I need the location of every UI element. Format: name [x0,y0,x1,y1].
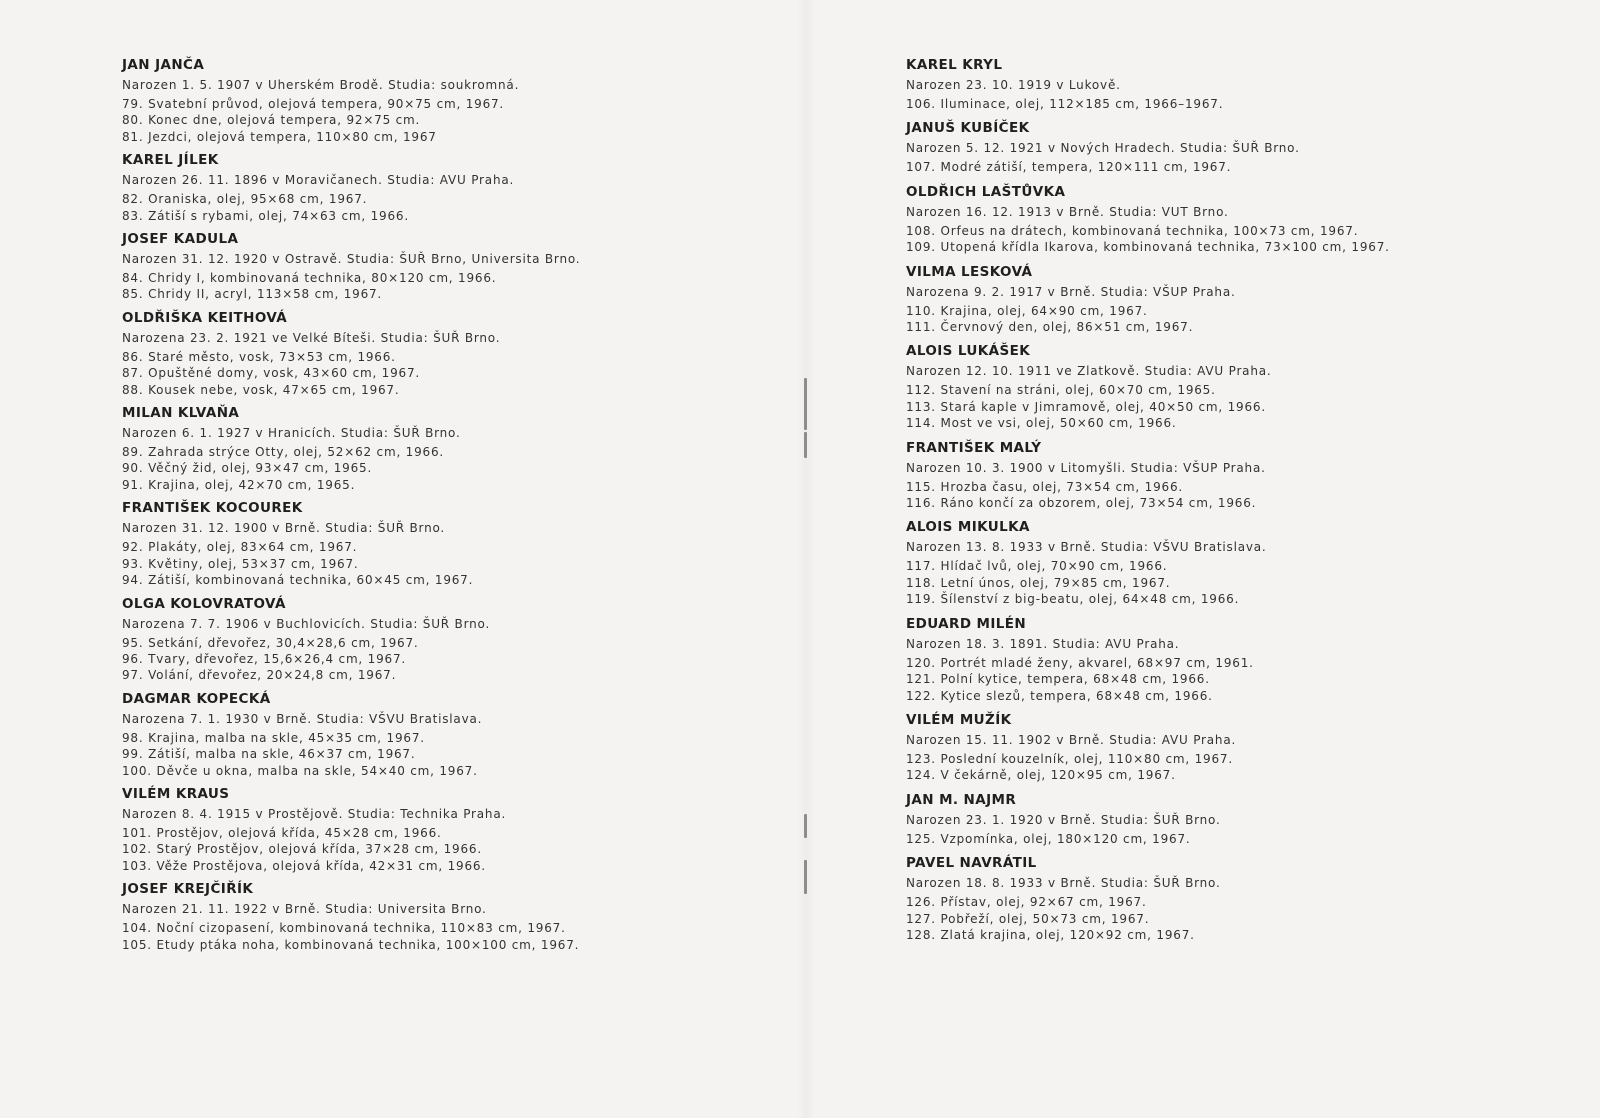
artist-name: JOSEF KREJČIŘÍK [122,881,254,898]
works-list [906,831,1566,847]
works-list [906,223,1566,256]
artwork-item: 85. Chridy II, acryl, 113×58 cm, 1967. [122,287,383,302]
works-list [906,894,1566,943]
artist-bio: Narozen 23. 10. 1919 v Lukově. [906,78,1121,92]
artwork-item: 83. Zátiší s rybami, olej, 74×63 cm, 1966. [122,208,409,223]
artwork-item: 117. Hlídač lvů, olej, 70×90 cm, 1966. [906,559,1168,574]
staple-mark [804,814,807,838]
artist-bio: Narozen 26. 11. 1896 v Moravičanech. Studia: AVU Praha. [122,173,515,188]
left-page [122,56,772,1078]
artwork-item: 118. Letní únos, olej, 79×85 cm, 1967. [906,575,1171,590]
book-gutter [797,0,815,1118]
artist-entry [906,56,1566,112]
artist-bio: Narozen 13. 8. 1933 v Brně. Studia: VŠVU Bratislava. [906,540,1267,555]
artist-bio: Narozena 7. 7. 1906 v Buchlovicích. Studia: ŠUŘ Brno. [122,616,491,631]
staple-mark [804,432,807,458]
artwork-item: 128. Zlatá krajina, olej, 120×92 cm, 1967. [906,927,1195,942]
staple-mark [804,378,807,430]
artwork-item: 100. Děvče u okna, malba na skle, 54×40 cm, 1967. [122,763,478,778]
works-list [122,349,772,398]
right-page [906,56,1566,1078]
artwork-item: 101. Prostějov, olejová křída, 45×28 cm, 1966. [122,825,442,840]
works-list [122,191,772,224]
works-list [122,635,772,684]
artist-name: VILÉM MUŽÍK [906,711,1012,728]
artwork-item: 89. Zahrada strýce Otty, olej, 52×62 cm, 1966. [122,445,445,460]
artist-name: ALOIS MIKULKA [906,519,1030,536]
artwork-item: 113. Stará kaple v Jimramově, olej, 40×50 cm, 1966. [906,399,1266,414]
artist-name: MILAN KLVAŇA [122,405,240,422]
artist-name: JANUŠ KUBÍČEK [906,120,1030,137]
artwork-item: 90. Věčný žid, olej, 93×47 cm, 1965. [122,461,373,476]
artist-name: OLGA KOLOVRATOVÁ [122,595,286,612]
works-list [122,920,772,953]
works-list [122,444,772,493]
artist-bio: Narozen 21. 11. 1922 v Brně. Studia: Universita Brno. [122,902,487,917]
works-list [906,751,1566,784]
artwork-item: 116. Ráno končí za obzorem, olej, 73×54 cm, 1966. [906,496,1257,511]
artist-entry [906,518,1566,607]
artwork-item: 111. Červnový den, olej, 86×51 cm, 1967. [906,320,1194,335]
artist-name: JOSEF KADULA [122,231,239,248]
artwork-item: 91. Krajina, olej, 42×70 cm, 1965. [122,477,356,492]
artist-entry [906,615,1566,704]
artist-bio: Narozena 9. 2. 1917 v Brně. Studia: VŠUP Praha. [906,284,1236,299]
artwork-item: 98. Krajina, malba na skle, 45×35 cm, 1967. [122,730,425,745]
artwork-item: 104. Noční cizopasení, kombinovaná technika, 110×83 cm, 1967. [122,921,566,936]
artwork-item: 102. Starý Prostějov, olejová křída, 37×28 cm, 1966. [122,842,482,857]
artwork-item: 112. Stavení na stráni, olej, 60×70 cm, 1965. [906,383,1216,398]
artist-name: DAGMAR KOPECKÁ [122,690,271,707]
artist-name: ALOIS LUKÁŠEK [906,343,1031,360]
works-list [122,539,772,588]
artwork-item: 79. Svatební průvod, olejová tempera, 90×75 cm, 1967. [122,97,505,111]
artist-name: PAVEL NAVRÁTIL [906,855,1037,872]
artwork-item: 125. Vzpomínka, olej, 180×120 cm, 1967. [906,831,1191,846]
works-list [122,96,772,145]
artist-bio: Narozen 1. 5. 1907 v Uherském Brodě. Studia: soukromná. [122,78,520,92]
artwork-item: 109. Utopená křídla Ikarova, kombinovaná technika, 73×100 cm, 1967. [906,240,1390,255]
artist-entry [122,785,772,874]
artwork-item: 94. Zátiší, kombinovaná technika, 60×45 cm, 1967. [122,573,474,588]
artwork-item: 95. Setkání, dřevořez, 30,4×28,6 cm, 1967. [122,635,419,650]
artist-entry [122,880,772,953]
artwork-item: 82. Oraniska, olej, 95×68 cm, 1967. [122,192,368,207]
artist-entry [906,263,1566,336]
artist-bio: Narozen 18. 8. 1933 v Brně. Studia: ŠUŘ Brno. [906,876,1221,891]
artist-name: FRANTIŠEK MALÝ [906,439,1042,456]
artwork-item: 126. Přístav, olej, 92×67 cm, 1967. [906,895,1147,910]
artist-bio: Narozen 23. 1. 1920 v Brně. Studia: ŠUŘ Brno. [906,812,1221,827]
artwork-item: 93. Květiny, olej, 53×37 cm, 1967. [122,556,359,571]
artist-bio: Narozen 10. 3. 1900 v Litomyšli. Studia: VŠUP Praha. [906,460,1266,475]
artist-bio: Narozena 7. 1. 1930 v Brně. Studia: VŠVU Bratislava. [122,711,483,726]
artist-bio: Narozen 18. 3. 1891. Studia: AVU Praha. [906,636,1180,651]
artwork-item: 119. Šílenství z big-beatu, olej, 64×48 cm, 1966. [906,592,1240,607]
artist-name: OLDŘICH LAŠTŮVKA [906,183,1066,200]
artist-entry [906,119,1566,175]
artwork-item: 127. Pobřeží, olej, 50×73 cm, 1967. [906,911,1150,926]
artwork-item: 123. Poslední kouzelník, olej, 110×80 cm, 1967. [906,751,1233,766]
artist-entry [122,404,772,493]
works-list [906,479,1566,512]
artwork-item: 122. Kytice slezů, tempera, 68×48 cm, 1966. [906,688,1213,703]
artist-name: JAN JANČA [122,57,205,73]
artist-bio: Narozen 16. 12. 1913 v Brně. Studia: VUT Brno. [906,204,1229,219]
artwork-item: 114. Most ve vsi, olej, 50×60 cm, 1966. [906,416,1177,431]
artist-entry [122,690,772,779]
artist-entry [906,439,1566,512]
works-list [906,655,1566,704]
artist-entry [906,854,1566,943]
works-list [906,159,1566,175]
artwork-item: 88. Kousek nebe, vosk, 47×65 cm, 1967. [122,382,400,397]
artwork-item: 81. Jezdci, olejová tempera, 110×80 cm, 1967 [122,129,437,144]
artist-name: JAN M. NAJMR [906,791,1017,808]
artwork-item: 84. Chridy I, kombinovaná technika, 80×120 cm, 1966. [122,271,497,286]
artist-entry [122,151,772,224]
works-list [906,382,1566,431]
staple-mark [804,860,807,894]
artwork-item: 80. Konec dne, olejová tempera, 92×75 cm. [122,113,421,128]
artwork-item: 115. Hrozba času, olej, 73×54 cm, 1966. [906,479,1183,494]
artwork-item: 120. Portrét mladé ženy, akvarel, 68×97 cm, 1961. [906,655,1254,670]
artist-bio: Narozen 6. 1. 1927 v Hranicích. Studia: ŠUŘ Brno. [122,426,461,441]
works-list [122,730,772,779]
artist-name: VILÉM KRAUS [122,785,230,802]
artwork-item: 92. Plakáty, olej, 83×64 cm, 1967. [122,540,358,555]
artist-bio: Narozen 12. 10. 1911 ve Zlatkově. Studia: AVU Praha. [906,364,1272,379]
artwork-item: 99. Zátiší, malba na skle, 46×37 cm, 1967. [122,747,416,762]
artwork-item: 87. Opuštěné domy, vosk, 43×60 cm, 1967. [122,366,421,381]
artwork-item: 105. Etudy ptáka noha, kombinovaná technika, 100×100 cm, 1967. [122,937,580,952]
artwork-item: 121. Polní kytice, tempera, 68×48 cm, 1966. [906,672,1210,687]
artwork-item: 107. Modré zátiší, tempera, 120×111 cm, 1967. [906,160,1232,175]
artist-name: OLDŘIŠKA KEITHOVÁ [122,309,288,326]
artwork-item: 108. Orfeus na drátech, kombinovaná technika, 100×73 cm, 1967. [906,223,1359,238]
works-list [906,96,1566,112]
artwork-item: 124. V čekárně, olej, 120×95 cm, 1967. [906,768,1176,783]
artist-entry [122,56,772,145]
artist-name: KAREL KRYL [906,57,1003,73]
artist-entry [122,595,772,684]
artist-entry [122,309,772,398]
works-list [122,825,772,874]
artist-name: KAREL JÍLEK [122,152,219,169]
artist-bio: Narozena 23. 2. 1921 ve Velké Bíteši. Studia: ŠUŘ Brno. [122,330,501,345]
artist-bio: Narozen 5. 12. 1921 v Nových Hradech. Studia: ŠUŘ Brno. [906,141,1300,156]
artwork-item: 96. Tvary, dřevořez, 15,6×26,4 cm, 1967. [122,651,407,666]
artwork-item: 86. Staré město, vosk, 73×53 cm, 1966. [122,349,396,364]
artist-bio: Narozen 31. 12. 1920 v Ostravě. Studia: ŠUŘ Brno, Universita Brno. [122,252,581,267]
artist-name: EDUARD MILÉN [906,615,1027,632]
artist-entry [122,499,772,588]
artist-name: VILMA LESKOVÁ [906,263,1033,280]
artwork-item: 97. Volání, dřevořez, 20×24,8 cm, 1967. [122,668,397,683]
artist-bio: Narozen 8. 4. 1915 v Prostějově. Studia: Technika Praha. [122,806,507,821]
artist-bio: Narozen 15. 11. 1902 v Brně. Studia: AVU Praha. [906,732,1237,747]
works-list [122,270,772,303]
artist-entry [906,711,1566,784]
works-list [906,303,1566,336]
artist-name: FRANTIŠEK KOCOUREK [122,500,303,517]
artist-entry [906,183,1566,256]
artwork-item: 103. Věže Prostějova, olejová křída, 42×31 cm, 1966. [122,858,486,873]
artist-bio: Narozen 31. 12. 1900 v Brně. Studia: ŠUŘ Brno. [122,521,446,536]
artist-entry [906,791,1566,847]
works-list [906,558,1566,607]
artwork-item: 110. Krajina, olej, 64×90 cm, 1967. [906,303,1148,318]
artist-entry [122,230,772,303]
artist-entry [906,342,1566,431]
artwork-item: 106. Iluminace, olej, 112×185 cm, 1966–1967. [906,97,1224,111]
